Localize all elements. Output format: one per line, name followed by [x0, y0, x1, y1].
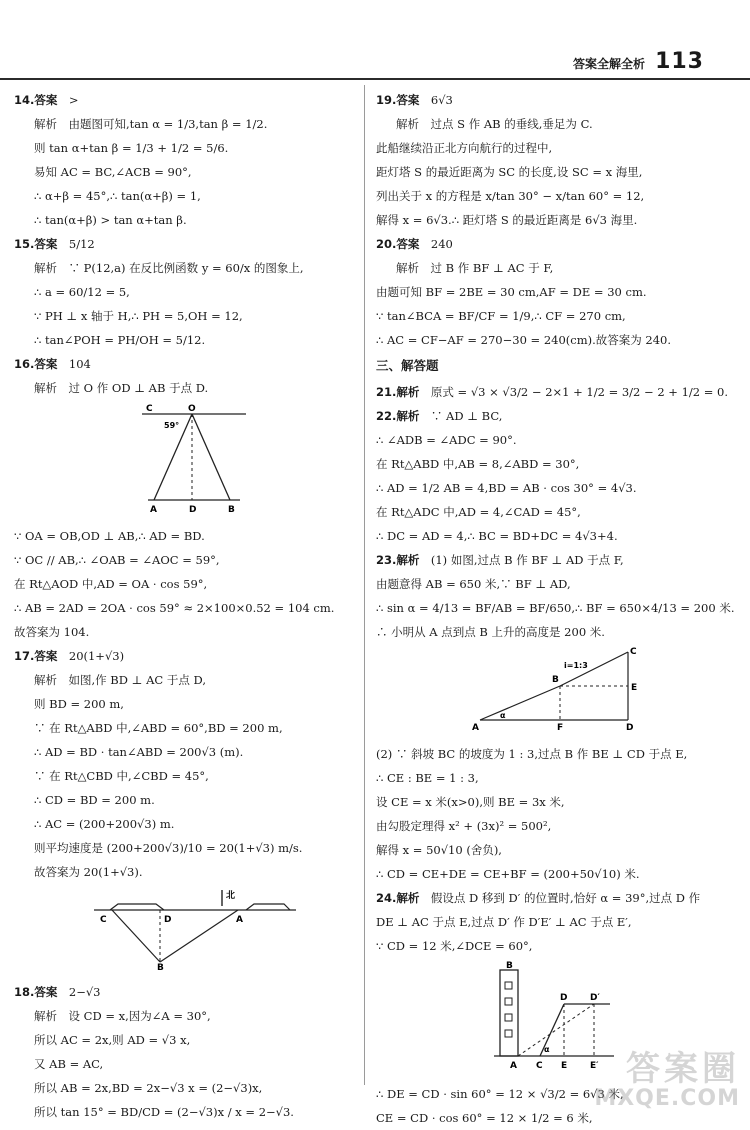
fig24-label: A [510, 1061, 517, 1071]
fig16-label: B [228, 505, 235, 514]
q22-line: 在 Rt△ABD 中,AB = 8,∠ABD = 30°, [376, 457, 580, 471]
q19-line: 列出关于 x 的方程是 x/tan 30° − x/tan 60° = 12, [376, 189, 645, 203]
q14-line: 易知 AC = BC,∠ACB = 90°, [34, 165, 192, 179]
q17-line: ∴ AC = (200+200√3) m. [34, 817, 175, 831]
q23-line: ∴ 小明从 A 点到点 B 上升的高度是 200 米. [376, 625, 605, 639]
q22-head: 22.解析 ∵ AD ⊥ BC, [376, 409, 503, 423]
watermark-logo: 答案圈 [626, 1049, 740, 1089]
q19-head: 19.答案 6√3 [376, 93, 453, 107]
fig17-label: D [164, 915, 172, 925]
fig23-label: F [557, 723, 564, 732]
fig24-label: E′ [590, 1061, 599, 1071]
q16-head: 16.答案 104 [14, 357, 91, 371]
q14-line: 则 tan α+tan β = 1/3 + 1/2 = 5/6. [34, 141, 229, 155]
q15-head: 15.答案 5/12 [14, 237, 95, 251]
fig24-label: B [506, 961, 513, 971]
fig24-label: E [561, 1061, 568, 1071]
watermark [594, 1051, 740, 1111]
q23-line: ∴ CD = CE+DE = CE+BF = (200+50√10) 米. [376, 867, 640, 881]
q14-head: 14.答案 > [14, 93, 79, 107]
fig16-label: 59° [164, 421, 180, 430]
fig23-label: B [552, 675, 559, 685]
q14-line: ∴ α+β = 45°,∴ tan(α+β) = 1, [34, 189, 201, 203]
q24-head: 24.解析 假设点 D 移到 D′ 的位置时,恰好 α = 39°,过点 D 作 [376, 891, 701, 905]
q17-line: ∴ AD = BD · tan∠ABD = 200√3 (m). [34, 745, 244, 759]
q23-figure [376, 646, 736, 740]
q19-line: 距灯塔 S 的最近距离为 SC 的长度,设 SC = x 海里, [376, 165, 643, 179]
q23-line: ∴ sin α = 4/13 = BF/AB = BF/650,∴ BF = 650×4/13 = 200 米. [376, 601, 735, 615]
q23-line: 设 CE = x 米(x>0),则 BE = 3x 米, [376, 795, 565, 809]
header-title: 答案全解全析 [573, 57, 646, 71]
fig17-label: 北 [226, 891, 236, 901]
q22-line: ∴ ∠ADB = ∠ADC = 90°. [376, 433, 517, 447]
q23-line: 解得 x = 50√10 (舍负), [376, 843, 502, 857]
q18-line: 所以 AB = 2x,BD = 2x−√3 x = (2−√3)x, [34, 1081, 263, 1095]
fig23-label: D [626, 723, 634, 732]
q23-line: ∴ CE : BE = 1 : 3, [376, 771, 479, 785]
fig16-label: D [189, 505, 197, 514]
q22-line: ∴ AD = 1/2 AB = 4,BD = AB · cos 30° = 4√3. [376, 481, 637, 495]
q16-line: ∴ AB = 2AD = 2OA · cos 59° ≈ 2×100×0.52 = 104 cm. [14, 601, 335, 615]
q17-figure [14, 886, 352, 978]
q16-figure [14, 402, 352, 522]
q20-line: 解析 过 B 作 BF ⊥ AC 于 F, [396, 261, 554, 275]
fig17-label: A [236, 915, 243, 925]
q16-line: 在 Rt△AOD 中,AD = OA · cos 59°, [14, 577, 208, 591]
fig24-label: D′ [590, 993, 600, 1003]
watermark-url: MXQE.COM [594, 1086, 740, 1111]
fig17-label: C [100, 915, 107, 925]
q22-line: ∴ DC = AD = 4,∴ BC = BD+DC = 4√3+4. [376, 529, 618, 543]
left-column [14, 88, 352, 1124]
q17-line: 则平均速度是 (200+200√3)/10 = 20(1+√3) m/s. [34, 841, 303, 855]
q15-line: ∵ PH ⊥ x 轴于 H,∴ PH = 5,OH = 12, [34, 309, 243, 323]
q20-line: ∴ AC = CF−AF = 270−30 = 240(cm).故答案为 240. [376, 333, 672, 347]
q19-line: 此船继续沿正北方向航行的过程中, [376, 141, 553, 155]
q17-head: 17.答案 20(1+√3) [14, 649, 125, 663]
section-title: 三、解答题 [376, 358, 439, 373]
header-rule [0, 78, 750, 80]
q16-line: 故答案为 104. [14, 625, 90, 639]
fig16-label: O [188, 404, 196, 414]
q24-line: ∴ DE = CD · sin 60° = 12 × √3/2 = 6√3 米, [376, 1087, 624, 1101]
q15-line: 解析 ∵ P(12,a) 在反比例函数 y = 60/x 的图象上, [34, 261, 304, 275]
q22-line: 在 Rt△ADC 中,AD = 4,∠CAD = 45°, [376, 505, 581, 519]
fig23-label: A [472, 723, 479, 732]
q18-line: 所以 AC = 2x,则 AD = √3 x, [34, 1033, 191, 1047]
q19-line: 解析 过点 S 作 AB 的垂线,垂足为 C. [396, 117, 593, 131]
page-number: 113 [655, 49, 704, 74]
q19-line: 解得 x = 6√3.∴ 距灯塔 S 的最近距离是 6√3 海里. [376, 213, 638, 227]
q17-line: ∵ 在 Rt△CBD 中,∠CBD = 45°, [34, 769, 209, 783]
fig16-label: C [146, 404, 153, 414]
q14-line: ∴ tan(α+β) > tan α+tan β. [34, 213, 187, 227]
fig24-label: D [560, 993, 568, 1003]
q18-head: 18.答案 2−√3 [14, 985, 101, 999]
q23-line: (2) ∵ 斜坡 BC 的坡度为 1 : 3,过点 B 作 BE ⊥ CD 于点 E, [376, 747, 688, 761]
q15-line: ∴ tan∠POH = PH/OH = 5/12. [34, 333, 206, 347]
q17-line: ∵ 在 Rt△ABD 中,∠ABD = 60°,BD = 200 m, [34, 721, 283, 735]
q23-line: 由题意得 AB = 650 米,∵ BF ⊥ AD, [376, 577, 571, 591]
fig23-label: i=1:3 [564, 661, 588, 670]
q16-line: ∵ OC // AB,∴ ∠OAB = ∠AOC = 59°, [14, 553, 220, 567]
q17-line: 解析 如图,作 BD ⊥ AC 于点 D, [34, 673, 206, 687]
q21-head: 21.解析 原式 = √3 × √3/2 − 2×1 + 1/2 = 3/2 − 2 + 1/2 = 0. [376, 385, 729, 399]
fig24-label: C [536, 1061, 543, 1071]
q16-line: 解析 过 O 作 OD ⊥ AB 于点 D. [34, 381, 209, 395]
q24-line: ∵ CD = 12 米,∠DCE = 60°, [376, 939, 533, 953]
q20-head: 20.答案 240 [376, 237, 453, 251]
right-column [376, 88, 736, 1130]
q23-line: 由勾股定理得 x² + (3x)² = 500², [376, 819, 552, 833]
q17-line: 故答案为 20(1+√3). [34, 865, 143, 879]
q24-line: DE ⊥ AC 于点 E,过点 D′ 作 D′E′ ⊥ AC 于点 E′, [376, 915, 632, 929]
q23-head: 23.解析 (1) 如图,过点 B 作 BF ⊥ AD 于点 F, [376, 553, 624, 567]
q18-line: 解析 设 CD = x,因为∠A = 30°, [34, 1009, 211, 1023]
q18-line: 又 AB = AC, [34, 1057, 104, 1071]
q17-line: ∴ CD = BD = 200 m. [34, 793, 155, 807]
fig23-label: C [630, 647, 637, 657]
q18-line: 所以 tan 15° = BD/CD = (2−√3)x / x = 2−√3. [34, 1105, 294, 1119]
q20-line: 由题可知 BF = 2BE = 30 cm,AF = DE = 30 cm. [376, 285, 647, 299]
fig23-label: α [500, 711, 506, 720]
q14-line: 解析 由题图可知,tan α = 1/3,tan β = 1/2. [34, 117, 268, 131]
fig16-label: A [150, 505, 157, 514]
q20-line: ∵ tan∠BCA = BF/CF = 1/9,∴ CF = 270 cm, [376, 309, 626, 323]
q16-line: ∵ OA = OB,OD ⊥ AB,∴ AD = BD. [14, 529, 205, 543]
q17-line: 则 BD = 200 m, [34, 697, 124, 711]
fig17-label: B [157, 963, 164, 970]
page-header [573, 49, 704, 74]
column-divider [364, 85, 365, 1085]
fig23-label: E [631, 683, 638, 693]
fig24-label: α [544, 1045, 550, 1054]
q24-line: CE = CD · cos 60° = 12 × 1/2 = 6 米, [376, 1111, 593, 1125]
q15-line: ∴ a = 60/12 = 5, [34, 285, 130, 299]
